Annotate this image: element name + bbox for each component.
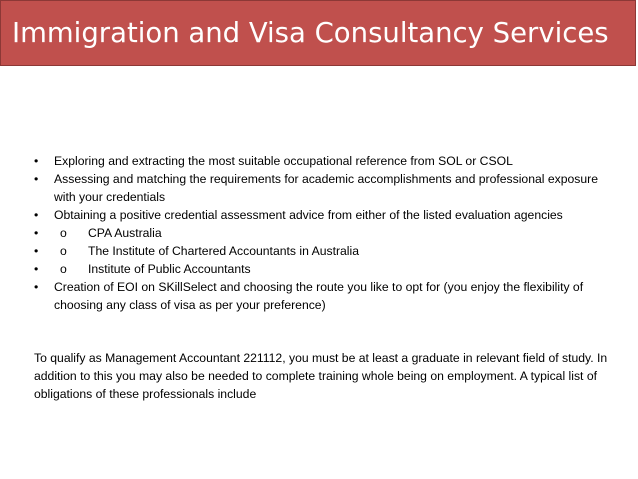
bullet-symbol: • <box>34 244 39 258</box>
bullet-text: Assessing and matching the requirements for academic accomplishments and professional exposure with your credentials <box>54 172 598 204</box>
bullet-item <box>34 170 614 206</box>
body-paragraph: To qualify as Management Accountant 221112, you must be at least a graduate in relevant field of study. In addition to this you may also be needed to complete training whole being on employment. A typical list of obligations of these professionals include <box>34 351 608 401</box>
sub-bullet-symbol: o <box>60 262 67 276</box>
sub-bullet-item <box>34 242 614 260</box>
bullet-text: Creation of EOI on SKillSelect and choosing the route you like to opt for (you enjoy the flexibility of choosing any class of visa as per your preference) <box>54 280 594 312</box>
sub-bullet-symbol: o <box>60 226 67 240</box>
bullet-text: CPA Australia <box>88 226 162 240</box>
bullet-item <box>34 206 614 224</box>
sub-bullet-item <box>34 260 614 278</box>
bullet-symbol: • <box>34 226 39 240</box>
bullet-item <box>34 278 614 314</box>
slide-title: Immigration and Visa Consultancy Services <box>12 17 609 49</box>
sub-bullet-symbol: o <box>60 244 67 258</box>
bullet-symbol: • <box>34 262 39 276</box>
bullet-list <box>34 152 614 314</box>
bullet-symbol: • <box>34 208 39 222</box>
bullet-symbol: • <box>34 154 39 168</box>
sub-bullet-item <box>34 224 614 242</box>
bullet-symbol: • <box>34 280 39 294</box>
bullet-symbol: • <box>34 172 39 186</box>
bullet-text: The Institute of Chartered Accountants in Australia <box>88 244 359 258</box>
slide-title-bar <box>0 0 636 66</box>
bullet-text: Exploring and extracting the most suitable occupational reference from SOL or CSOL <box>54 154 513 168</box>
bullet-text: Institute of Public Accountants <box>88 262 251 276</box>
bullet-item <box>34 152 614 170</box>
bullet-content <box>34 152 614 314</box>
bullet-text: Obtaining a positive credential assessment advice from either of the listed evaluation agencies <box>54 208 563 222</box>
